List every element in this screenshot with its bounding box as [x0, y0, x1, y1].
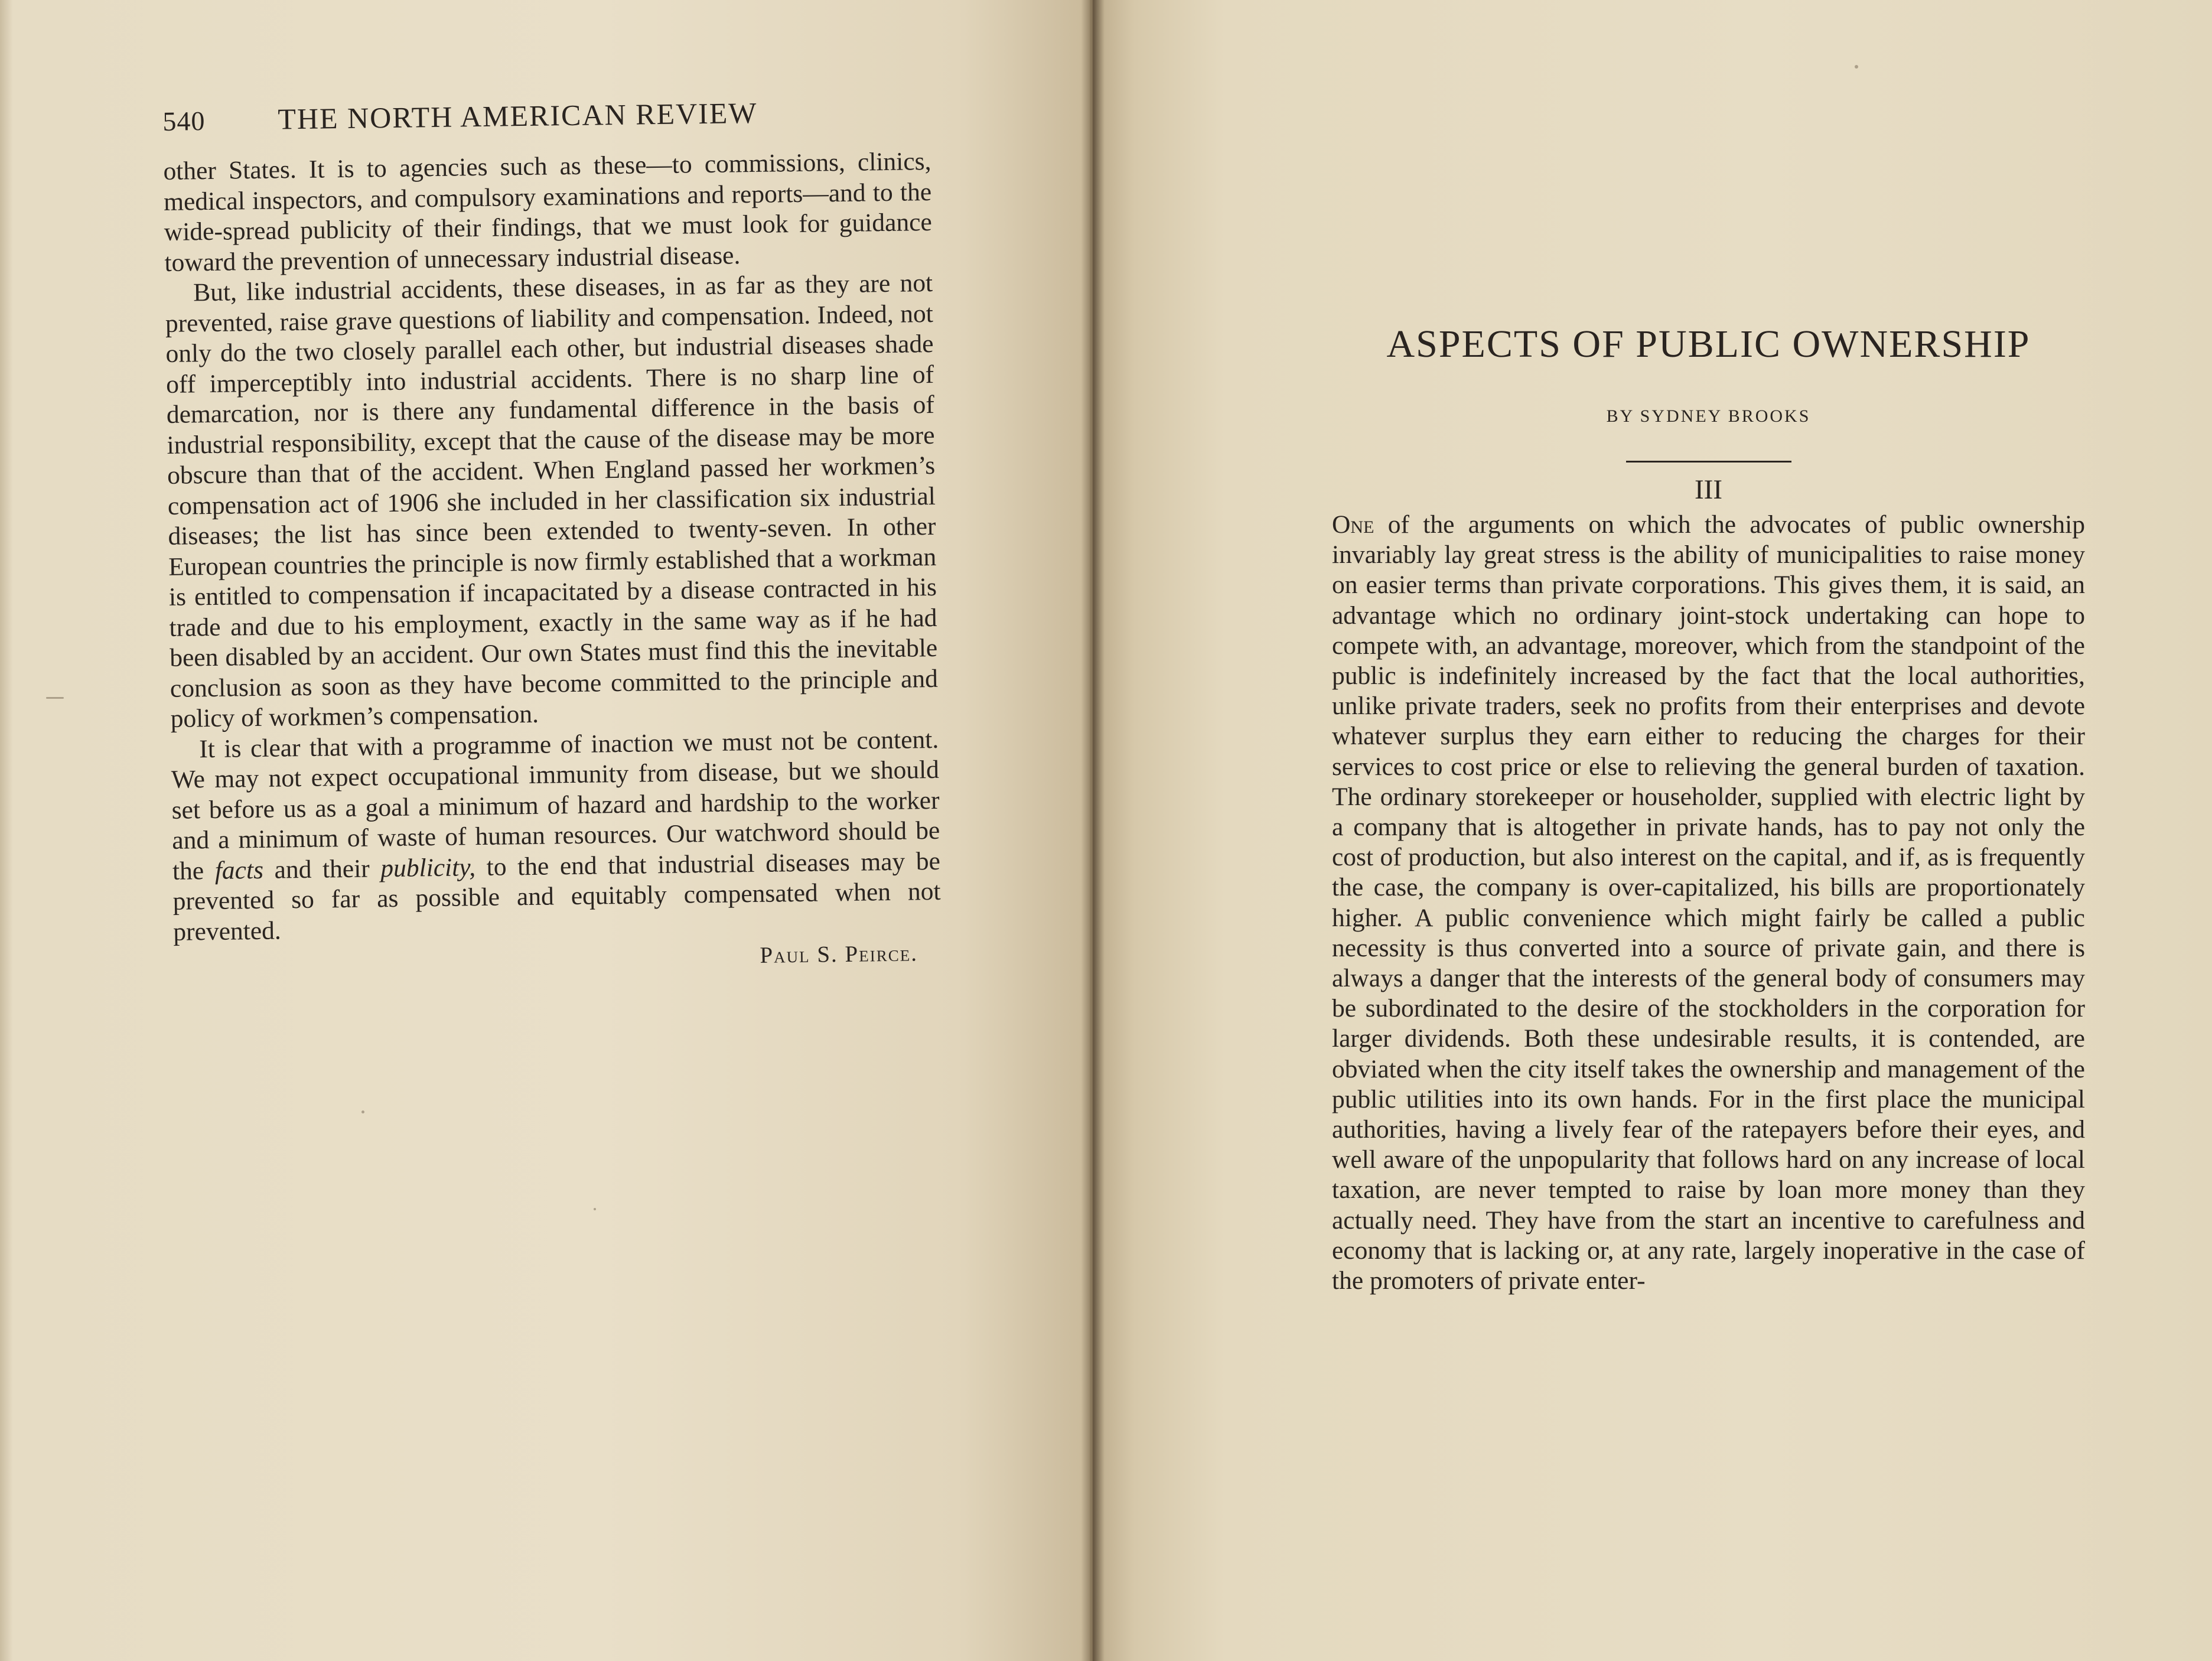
lead-word: One	[1332, 510, 1374, 539]
left-page-content	[162, 93, 942, 976]
article-body: of the arguments on which the advocates of public ownership invariably lay great stress is the ability of municipalities to raise money on easier terms than private corporations. This gives them, it is said, an advantage which no ordinary joint-stock undertaking can hope to compete with, an advantage, moreover, which from the standpoint of the public is indefinitely increased by the fact that the local authorities, unlike private traders, seek no profits from their enterprises and devote whatever surplus they earn either to reducing the charges for their services to cost price or else to relieving the general burden of taxation. The ordinary storekeeper or householder, supplied with electric light by a company that is altogether in private hands, has to pay not only the cost of production, but also interest on the capital, and if, as is frequently the case, the company is over-capitalized, his bills are proportionately higher. A public convenience which might fairly be called a public necessity is thus converted into a source of private gain, and there is always a danger that the interests of the general body of consumers may be subordinated to the desire of the stockholders in the corporation for larger dividends. Both these undesirable results, it is contended, are obviated when the city itself takes the ownership and management of the public utilities into its own hands. For in the first place the municipal authorities, having a lively fear of the ratepayers before their eyes, and well aware of the unpopularity that follows hard on any increase of local taxation, are never tempted to raise by loan more money than they actually need. They have from the start an incentive to carefulness and economy that is lacking or, at any rate, largely inoperative in the case of the promoters of private enter-	[1332, 510, 2085, 1295]
text-run: It is clear that with a programme of inaction we must not be content. We may not expect occupational immunity from disease, but we should set before us as a goal a minimum of hazard and hardship to the worker and a minimum of waste of human resources. Our watchword should be the	[171, 725, 940, 885]
running-head	[162, 93, 931, 157]
article-title: ASPECTS OF PUBLIC OWNERSHIP	[1386, 323, 2031, 366]
text-run: to the end that industrial diseases may be prevented so far as possible and equitably compensated when not prevented.	[172, 846, 941, 946]
article-body-text	[1332, 510, 2085, 1296]
signature-text: Paul S. Peirce.	[760, 940, 918, 968]
paragraph-with-emphasis	[171, 724, 942, 947]
emphasis-publicity: publicity,	[380, 852, 476, 882]
title-divider	[1626, 461, 1791, 463]
paper-speck	[361, 1110, 364, 1113]
left-page	[0, 0, 1090, 1661]
paper-speck	[594, 1208, 596, 1210]
part-numeral: III	[1695, 474, 1722, 505]
article-byline: BY SYDNEY BROOKS	[1606, 406, 1811, 426]
page-edge-shadow	[0, 0, 13, 1661]
emphasis-facts: facts	[214, 855, 264, 885]
left-body-text	[163, 146, 941, 947]
paper-speck	[1855, 65, 1858, 69]
journal-title: THE NORTH AMERICAN REVIEW	[277, 96, 758, 136]
text-run: and their	[263, 854, 381, 884]
book-gutter	[1081, 0, 1105, 1661]
article-content	[1332, 319, 2085, 1296]
paper-mark	[46, 697, 64, 699]
paragraph: But, like industrial accidents, these diseases, in as far as they are not prevented, raise grave questions of liability and compensation. Indeed, not only do the two closely parallel each other, but industrial diseases shade off imperceptibly into industrial accidents. There is no sharp line of demarcation, nor is there any fundamental difference in the basis of industrial responsibility, except that the cause of the disease may be more obscure than that of the accident. When England passed her workmen’s compensation act of 1906 she included in her classification six industrial diseases; the list has since been extended to twenty-seven. In other European countries the principle is now firmly established that a workman is entitled to compensation if incapacitated by a disease contracted in his trade and due to his employment, exactly in the same way as if he had been disabled by an accident. Our own States must find this the inevitable conclusion as soon as they have become committed to the principle and policy of workmen’s compensation.	[165, 268, 939, 733]
page-number: 540	[162, 106, 206, 136]
paragraph: other States. It is to agencies such as these—to commissions, clinics, medical inspectors, and compulsory examinations and reports—and to the wide-spread publicity of their findings, that we must look for guidance toward the prevention of unnecessary industrial disease.	[163, 146, 933, 277]
